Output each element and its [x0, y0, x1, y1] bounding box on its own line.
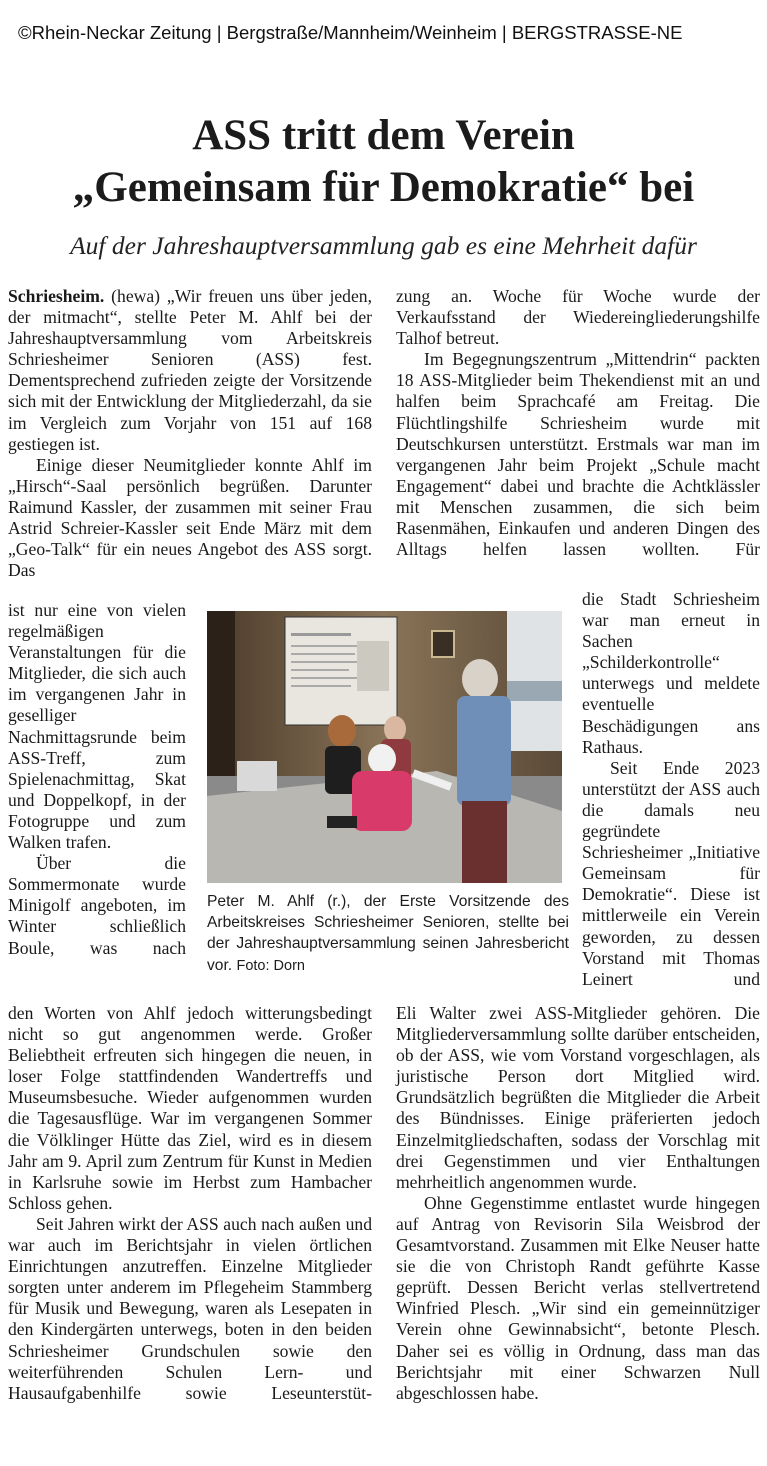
article-paragraph: Seit Ende 2023 unterstützt der ASS auch die damals neu gegründete Schriesheimer „Initiative Gemeinsam für Demokratie“. Diese ist mittlerweile ein Verein geworden, zu dessen Vorstand mit Thomas Leinert und — [582, 757, 760, 989]
article-column-left-bottom — [8, 1003, 372, 1404]
article-column-right-bottom — [396, 1003, 760, 1404]
meeting-photo-illustration — [207, 611, 562, 883]
article-paragraph: Ohne Gegenstimme entlastet wurde hingegen auf Antrag von Revisorin Sila Weisbrod der Gesamtvorstand. Zusammen mit Elke Neuser hatte sie die von Christoph Randt geführte Kasse geprüft. Dessen Bericht verlas stellvertretend Winfried Plesch. „Wir sind ein gemeinnütziger Verein ohne Gewinnabsicht“, betonte Plesch. Daher sei es völlig in Ordnung, dass man das Berichtsjahr mit einer Schwarzen Null abgeschlossen habe. — [396, 1192, 760, 1403]
article-column-left-top — [8, 286, 372, 581]
article-paragraph: Schriesheim. (hewa) „Wir freuen uns über jeden, der mitmacht“, stellte Peter M. Ahlf bei der Jahreshauptversammlung vom Arbeitskreis Schriesheimer Senioren (ASS) fest. Dementsprechend zufrieden zeigte der Vorsitzende sich mit der Entwicklung der Mitgliederzahl, da sie im Vergleich zum Vorjahr von 151 auf 168 gestiegen ist. — [8, 286, 372, 454]
headline-line-1: ASS tritt dem Verein — [192, 112, 575, 159]
article-paragraph: ist nur eine von vielen regelmäßigen Veranstaltungen für die Mitglieder, die sich auch im vergangenen Jahr in geselliger Nachmittagsrunde beim ASS-Treff, zum Spielenachmittag, Skat und Doppelkopf, in der Fotogruppe und zum Walken trafen. — [8, 600, 186, 853]
article-paragraph: Über die Sommermonate wurde Minigolf angeboten, im Winter schließlich Boule, was nach — [8, 853, 186, 958]
headline-line-2: „Gemeinsam für Demokratie“ bei — [72, 164, 695, 211]
article-paragraph: Einige dieser Neumitglieder konnte Ahlf im „Hirsch“-Saal persönlich begrüßen. Darunter Raimund Kassler, der zusammen mit seiner Frau Astrid Schreier-Kassler seit Ende März mit dem „Geo-Talk“ für ein neues Angebot des ASS sorgt. Das — [8, 454, 372, 581]
article-paragraph: Seit Jahren wirkt der ASS auch nach außen und war auch im Berichtsjahr in vielen örtlichen Einrichtungen anzutreffen. Einzelne Mitglieder sorgten unter anderem im Pflegeheim Stammberg für Musik und Bewegung, waren als Lesepaten in den Kindergärten unterwegs, boten in den beiden Schriesheimer Grundschulen sowie den weiterführenden Schulen Lern- und Hausaufgabenhilfe sowie Leseunterstüt- — [8, 1213, 372, 1403]
photo-caption-text: Peter M. Ahlf (r.), der Erste Vorsitzende des Arbeitskreises Schriesheimer Senioren, stellte bei der Jahreshauptversammlung seinen Jahresbericht vor. — [207, 893, 569, 974]
article-paragraph: die Stadt Schriesheim war man erneut in Sachen „Schilderkontrolle“ unterwegs und meldete eventuelle Beschädigungen ans Rathaus. — [582, 589, 760, 757]
article-paragraph: Eli Walter zwei ASS-Mitglieder gehören. Die Mitgliederversammlung sollte darüber entscheiden, ob der ASS, wie vom Vorstand vorgeschlagen, als juristische Person dort Mitglied wird. Grundsätzlich begrüßten die Mitglieder die Arbeit des Bündnisses. Einige präferierten jedoch Einzelmitgliedschaften, sodass der Vorschlag mit drei Gegenstimmen und vier Enthaltungen mehrheitlich angenommen wurde. — [396, 1003, 760, 1192]
photo-caption — [207, 891, 569, 977]
article-column-right-narrow — [582, 589, 760, 990]
article-paragraph: zung an. Woche für Woche wurde der Verkaufsstand der Wiedereingliederungshilfe Talhof betreut. — [396, 286, 760, 349]
subheadline: Auf der Jahreshauptversammlung gab es eine Mehrheit dafür — [70, 231, 697, 260]
article-photo — [207, 611, 562, 883]
article-paragraph: den Worten von Ahlf jedoch witterungsbedingt nicht so gut angenommen werde. Großer Beliebtheit erfreuten sich hingegen die neuen, in loser Folge stattfindenden Wandertreffs und Museumsbesuche. Wieder aufgenommen wurden die Tagesausflüge. War im vergangenen Sommer die Völklinger Hütte das Ziel, wird es in diesem Jahr am 9. April zum Zentrum für Kunst in Medien in Karlsruhe sowie im Herbst zum Hambacher Schloss gehen. — [8, 1003, 372, 1213]
article-column-right-top — [396, 286, 760, 560]
source-line: ©Rhein-Neckar Zeitung | Bergstraße/Mannheim/Weinheim | BERGSTRASSE-NE — [18, 22, 683, 43]
photo-credit: Foto: Dorn — [236, 957, 305, 974]
article-column-left-narrow — [8, 600, 186, 959]
article-paragraph: Im Begegnungszentrum „Mittendrin“ packten 18 ASS-Mitglieder beim Thekendienst mit an und halfen beim Sprachcafé am Freitag. Die Flüchtlingshilfe Schriesheim wurde mit Deutschkursen unterstützt. Erstmals war man im vergangenen Jahr beim Projekt „Schule macht Engagement“ dabei und brachte die Achtklässler mit Menschen zusammen, die sich beim Rasenmähen, Einkaufen und anderen Dingen des Alltags helfen lassen wollten. Für — [396, 349, 760, 560]
dateline: Schriesheim. — [8, 286, 105, 306]
